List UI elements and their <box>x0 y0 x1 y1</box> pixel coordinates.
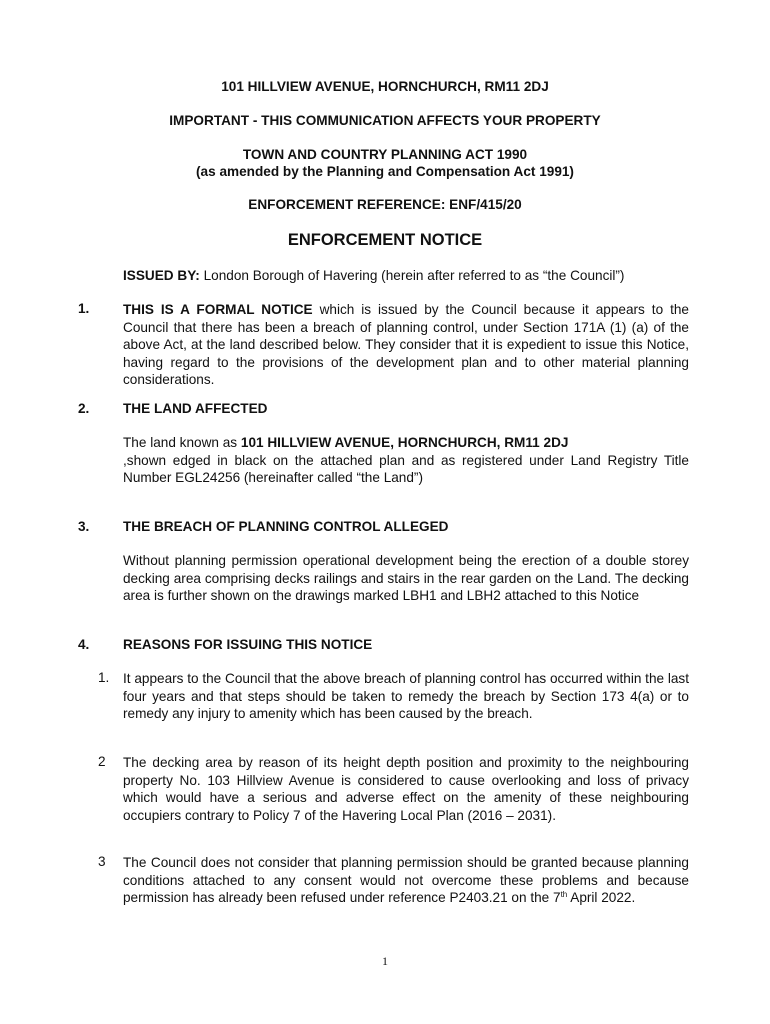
section-2-heading: THE LAND AFFECTED <box>123 401 268 416</box>
section-1-lead: THIS IS A FORMAL NOTICE <box>123 302 313 317</box>
page-number: 1 <box>382 954 388 968</box>
section-1-number: 1. <box>78 301 90 316</box>
section-3-body: Without planning permission operational development being the erection of a double storey decking area comprising decks railings and stairs in the rear garden on the Land. The decking area is further shown on the drawings marked LBH1 and LBH2 attached to this Notice <box>123 553 689 604</box>
reason-2-number: 2 <box>98 754 106 769</box>
act-title: TOWN AND COUNTRY PLANNING ACT 1990 <box>242 147 528 162</box>
section-1-body <box>123 301 689 389</box>
section-2-post: ,shown edged in black on the attached plan and as registered under Land Registry Title Number EGL24256 (hereinafter called “the Land”) <box>123 452 689 486</box>
property-address: 101 HILLVIEW AVENUE, HORNCHURCH, RM11 2DJ <box>221 79 549 94</box>
act-amendment: (as amended by the Planning and Compensation Act 1991) <box>196 164 574 179</box>
issued-by-label: ISSUED BY: <box>123 268 200 283</box>
section-3-number: 3. <box>78 519 90 534</box>
reason-1-text: It appears to the Council that the above breach of planning control has occurred within the last four years and that steps should be taken to remedy the breach by Section 173 4(a) or to remedy any injury to amenity which has been caused by the breach. <box>123 671 689 722</box>
enforcement-reference: ENFORCEMENT REFERENCE: ENF/415/20 <box>248 197 522 212</box>
section-2-pre: The land known as <box>123 435 241 450</box>
section-2-body <box>123 434 689 487</box>
reason-3-body <box>123 854 689 907</box>
reason-3-ordinal: th <box>560 890 568 900</box>
reason-2-text: The decking area by reason of its height depth position and proximity to the neighbouring property No. 103 Hillview Avenue is considered to cause overlooking and loss of privacy which would have a serious and adverse effect on the amenity of these neighbouring occupiers contrary to Policy 7 of the Havering Local Plan (2016 – 2031). <box>123 755 689 823</box>
section-3-heading: THE BREACH OF PLANNING CONTROL ALLEGED <box>123 519 449 534</box>
section-2-address: 101 HILLVIEW AVENUE, HORNCHURCH, RM11 2DJ <box>240 435 569 450</box>
section-4-heading: REASONS FOR ISSUING THIS NOTICE <box>123 637 373 652</box>
issued-by-text: London Borough of Havering (herein after referred to as “the Council”) <box>199 268 625 283</box>
section-1-text: which is issued by the Council because it appears to the Council that there has been a breach of planning control, under Section 171A (1) (a) of the above Act, at the land described below. They consider that it is expedient to issue this Notice, having regard to the provisions of the development plan and to other material planning considerations. <box>123 302 689 388</box>
section-2-number: 2. <box>78 401 90 416</box>
important-notice: IMPORTANT - THIS COMMUNICATION AFFECTS YOUR PROPERTY <box>169 113 601 128</box>
reason-1-number: 1. <box>98 670 110 685</box>
reason-3-tail: April 2022. <box>567 890 636 906</box>
reason-3-text: The Council does not consider that planning permission should be granted because planning conditions attached to any consent would not overcome these problems and because permission has already been refused under reference P2403.21 on the 7 <box>123 855 689 906</box>
page-title: ENFORCEMENT NOTICE <box>287 231 483 249</box>
issued-by <box>123 267 689 285</box>
reason-3-number: 3 <box>98 854 106 869</box>
section-4-number: 4. <box>78 637 90 652</box>
